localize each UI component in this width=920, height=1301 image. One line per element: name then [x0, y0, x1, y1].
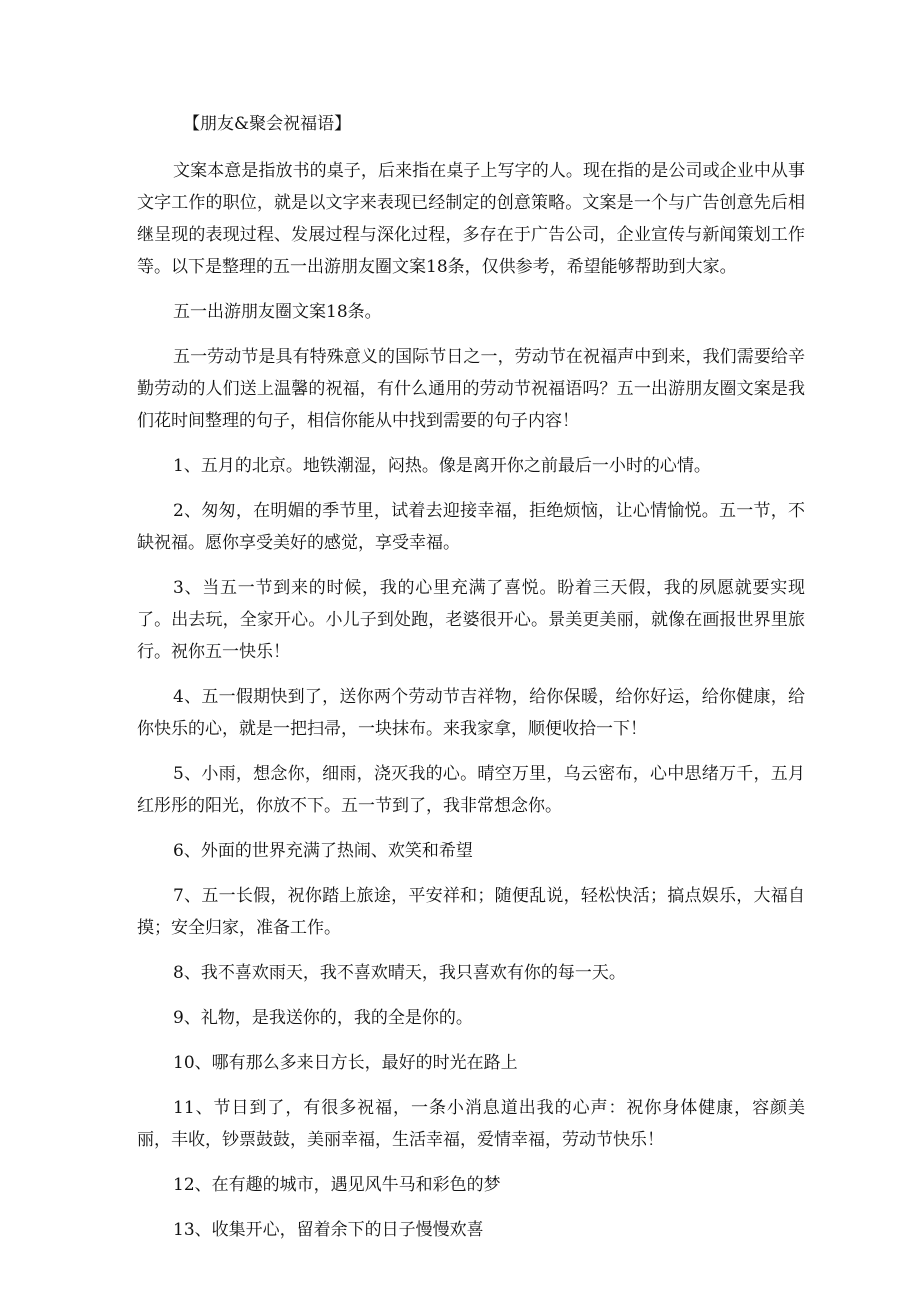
list-item: 1、五月的北京。地铁潮湿，闷热。像是离开你之前最后一小时的心情。 [173, 456, 711, 476]
list-item: 6、外面的世界充满了热闹、欢笑和希望 [173, 841, 473, 861]
list-item: 4、五一假期快到了，送你两个劳动节吉祥物，给你保暖，给你好运，给你健康，给你快乐的心，就是一把扫帚，一块抹布。来我家拿，顺便收拾一下！ [137, 687, 805, 739]
subtitle-paragraph: 五一出游朋友圈文案18条。 [173, 302, 382, 322]
document-title: 【朋友&聚会祝福语】 [183, 114, 352, 134]
document-body [137, 108, 805, 1259]
preface-paragraph: 五一劳动节是具有特殊意义的国际节日之一，劳动节在祝福声中到来，我们需要给辛勤劳动的人们送上温馨的祝福，有什么通用的劳动节祝福语吗？五一出游朋友圈文案是我们花时间整理的句子，相信你能从中找到需要的句子内容！ [137, 347, 805, 431]
list-item: 13、收集开心，留着余下的日子慢慢欢喜 [173, 1220, 484, 1240]
list-item: 7、五一长假，祝你踏上旅途，平安祥和；随便乱说，轻松快活；搞点娱乐，大福自摸；安全归家，准备工作。 [137, 886, 805, 938]
list-item: 12、在有趣的城市，遇见风牛马和彩色的梦 [173, 1175, 501, 1195]
list-item: 8、我不喜欢雨天，我不喜欢晴天，我只喜欢有你的每一天。 [173, 963, 626, 983]
list-item: 5、小雨，想念你，细雨，浇灭我的心。晴空万里，乌云密布，心中思绪万千，五月红彤彤的阳光，你放不下。五一节到了，我非常想念你。 [137, 764, 805, 816]
list-item: 2、匆匆，在明媚的季节里，试着去迎接幸福，拒绝烦恼，让心情愉悦。五一节，不缺祝福。愿你享受美好的感觉，享受幸福。 [137, 501, 805, 553]
intro-paragraph: 文案本意是指放书的桌子，后来指在桌子上写字的人。现在指的是公司或企业中从事文字工作的职位，就是以文字来表现已经制定的创意策略。文案是一个与广告创意先后相继呈现的表现过程、发展过程与深化过程，多存在于广告公司，企业宣传与新闻策划工作等。以下是整理的五一出游朋友圈文案18条，仅供参考，希望能够帮助到大家。 [137, 161, 805, 277]
list-item: 10、哪有那么多来日方长，最好的时光在路上 [173, 1053, 518, 1073]
list-item: 11、节日到了，有很多祝福，一条小消息道出我的心声：祝你身体健康，容颜美丽，丰收，钞票鼓鼓，美丽幸福，生活幸福，爱情幸福，劳动节快乐！ [137, 1098, 805, 1150]
list-item: 9、礼物，是我送你的，我的全是你的。 [173, 1008, 473, 1028]
list-item: 3、当五一节到来的时候，我的心里充满了喜悦。盼着三天假，我的夙愿就要实现了。出去玩，全家开心。小儿子到处跑，老婆很开心。景美更美丽，就像在画报世界里旅行。祝你五一快乐！ [137, 578, 805, 662]
